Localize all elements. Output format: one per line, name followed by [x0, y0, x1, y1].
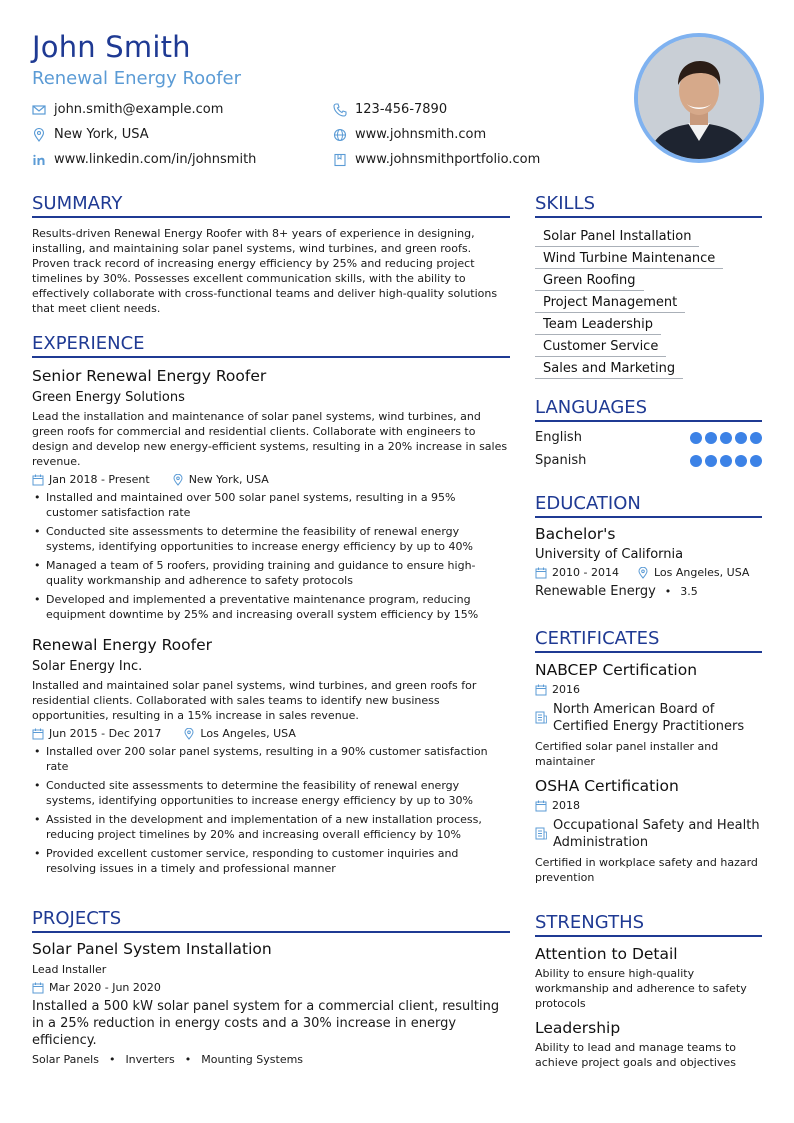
calendar-icon	[535, 567, 547, 579]
contact-email[interactable]: john.smith@example.com	[32, 102, 223, 117]
skills-list	[535, 225, 762, 379]
job-bullets	[32, 490, 510, 622]
profile-photo	[634, 33, 764, 163]
summary-heading: SUMMARY	[32, 193, 510, 218]
level-dot	[690, 432, 702, 444]
calendar-icon	[32, 982, 44, 994]
level-dot	[750, 432, 762, 444]
contact-website[interactable]: www.johnsmith.com	[333, 127, 486, 142]
job-title: Renewal Energy Roofer	[32, 636, 212, 654]
skill-item: Project Management	[535, 293, 685, 313]
skill-item: Sales and Marketing	[535, 359, 683, 379]
education-field: Renewable Energy	[535, 584, 656, 599]
email-icon	[32, 103, 46, 117]
strength-description: Ability to lead and manage teams to achieve project goals and objectives	[535, 1041, 736, 1069]
tag-separator: •	[108, 1053, 116, 1066]
strengths-section	[535, 912, 762, 1070]
languages-heading: LANGUAGES	[535, 397, 762, 422]
level-dot	[735, 432, 747, 444]
education-dates: 2010 - 2014	[552, 566, 619, 579]
bullet-item: • Assisted in the development and implementation of a new installation process, reducing project timelines by 20% and increasing overall efficiency by 10%	[46, 812, 510, 842]
strength-entry	[535, 945, 762, 1011]
project-description: Installed a 500 kW solar panel system for a commercial client, resulting in a 25% reduction in energy costs and a 30% increase in energy efficiency.	[32, 999, 500, 1048]
level-dot	[720, 455, 732, 467]
tag-separator: •	[184, 1053, 192, 1066]
strength-entry	[535, 1019, 762, 1070]
certificate-year-row	[535, 799, 762, 812]
languages-section	[535, 397, 762, 468]
certificate-issuer: Occupational Safety and Health Administration	[553, 818, 760, 850]
job-location: Los Angeles, USA	[200, 727, 296, 740]
bullet-item: • Developed and implemented a preventative maintenance program, reducing equipment downtime by 25% and increasing overall system efficiency by 15%	[46, 592, 510, 622]
job-company: Green Energy Solutions	[32, 390, 185, 405]
contact-portfolio[interactable]: www.johnsmithportfolio.com	[333, 152, 540, 167]
project-tag: Mounting Systems	[201, 1053, 304, 1066]
language-level-dots	[690, 455, 762, 467]
contact-linkedin[interactable]: www.linkedin.com/in/johnsmith	[32, 152, 256, 167]
education-heading: EDUCATION	[535, 493, 762, 518]
institution-icon	[535, 827, 547, 841]
skill-item: Customer Service	[535, 337, 666, 357]
bullet-item: • Provided excellent customer service, responding to customer inquiries and resolving issues in a timely and professional manner	[46, 846, 510, 876]
strength-name: Leadership	[535, 1019, 621, 1037]
experience-section	[32, 333, 510, 880]
institution-icon	[535, 711, 547, 725]
strengths-heading: STRENGTHS	[535, 912, 762, 937]
candidate-name: John Smith	[32, 30, 191, 64]
language-name: English	[535, 430, 582, 445]
certificate-entry	[535, 661, 762, 769]
summary-text: Results-driven Renewal Energy Roofer with 8+ years of experience in designing, installing, and maintaining solar panel systems, wind turbines, and green roofs. Proven track record of increasing energy efficiency by 25% and reducing project timelines by 30%. Possesses excellent communication skills, with the ability to effectively collaborate with cross-functional teams and deliver high-quality solutions that meet client needs.	[32, 227, 498, 315]
project-entry	[32, 940, 510, 1066]
education-degree: Bachelor's	[535, 525, 616, 543]
bookmark-icon	[333, 153, 347, 167]
field-separator: •	[664, 585, 672, 598]
location-pin-icon	[637, 567, 649, 579]
skill-item: Wind Turbine Maintenance	[535, 249, 723, 269]
certificate-year: 2016	[552, 683, 580, 696]
skill-item: Team Leadership	[535, 315, 661, 335]
strength-name: Attention to Detail	[535, 945, 678, 963]
level-dot	[735, 455, 747, 467]
language-row	[535, 453, 762, 468]
education-section	[535, 493, 762, 599]
certificate-description: Certified in workplace safety and hazard prevention	[535, 856, 758, 884]
location-pin-icon	[172, 474, 184, 486]
level-dot	[705, 432, 717, 444]
phone-icon	[333, 103, 347, 117]
calendar-icon	[32, 728, 44, 740]
education-gpa: 3.5	[680, 585, 698, 598]
job-description: Lead the installation and maintenance of solar panel systems, wind turbines, and green roofs for commercial and residential clients. Collaborate with engineers to design and develop new energy-efficient systems, resulting in a 20% increase in sales revenue.	[32, 410, 508, 468]
job-entry	[32, 636, 510, 876]
job-description: Installed and maintained solar panel systems, wind turbines, and green roofs for residential clients. Collaborated with sales teams to identify new business opportunities, resulting in a 15% increase in sales revenue.	[32, 679, 477, 722]
certificate-entry	[535, 777, 762, 885]
certificate-issuer-row	[535, 701, 762, 735]
project-meta	[32, 981, 510, 994]
job-location: New York, USA	[188, 473, 269, 486]
project-role: Lead Installer	[32, 963, 107, 976]
job-meta	[32, 473, 510, 486]
education-field-row	[535, 584, 762, 599]
job-bullets	[32, 744, 510, 876]
skills-section	[535, 193, 762, 379]
project-dates: Mar 2020 - Jun 2020	[49, 981, 161, 994]
level-dot	[720, 432, 732, 444]
bullet-item: • Installed and maintained over 500 solar panel systems, resulting in a 95% customer satisfaction rate	[46, 490, 510, 520]
job-dates: Jan 2018 - Present	[49, 473, 150, 486]
skill-item: Solar Panel Installation	[535, 227, 699, 247]
certificates-section	[535, 628, 762, 885]
project-tags	[32, 1053, 510, 1066]
strength-description: Ability to ensure high-quality workmanship and adherence to safety protocols	[535, 967, 747, 1010]
bullet-item: • Conducted site assessments to determine the feasibility of renewal energy systems, identifying opportunities to increase energy efficiency by up to 40%	[46, 524, 510, 554]
language-row	[535, 430, 762, 445]
level-dot	[750, 455, 762, 467]
location-pin-icon	[32, 128, 46, 142]
contact-phone[interactable]: 123-456-7890	[333, 102, 447, 117]
bullet-item: • Conducted site assessments to determine the feasibility of renewal energy systems, identifying opportunities to increase energy efficiency by up to 30%	[46, 778, 510, 808]
calendar-icon	[32, 474, 44, 486]
bullet-item: • Installed over 200 solar panel systems, resulting in a 90% customer satisfaction rate	[46, 744, 510, 774]
calendar-icon	[535, 800, 547, 812]
certificate-name: NABCEP Certification	[535, 661, 698, 679]
bullet-item: • Managed a team of 5 roofers, providing training and guidance to ensure high-quality workmanship and adherence to safety protocols	[46, 558, 510, 588]
linkedin-icon	[32, 153, 46, 167]
project-tag: Inverters	[125, 1053, 175, 1066]
project-tag: Solar Panels	[32, 1053, 99, 1066]
level-dot	[690, 455, 702, 467]
certificate-description: Certified solar panel installer and maintainer	[535, 740, 719, 768]
projects-heading: PROJECTS	[32, 908, 510, 933]
globe-icon	[333, 128, 347, 142]
certificate-name: OSHA Certification	[535, 777, 679, 795]
job-meta	[32, 727, 510, 740]
project-title: Solar Panel System Installation	[32, 940, 272, 958]
certificates-heading: CERTIFICATES	[535, 628, 762, 653]
certificate-year-row	[535, 683, 762, 696]
job-dates: Jun 2015 - Dec 2017	[49, 727, 162, 740]
education-location: Los Angeles, USA	[653, 566, 750, 579]
language-level-dots	[690, 432, 762, 444]
location-pin-icon	[183, 728, 195, 740]
skill-item: Green Roofing	[535, 271, 644, 291]
level-dot	[705, 455, 717, 467]
candidate-role: Renewal Energy Roofer	[32, 68, 242, 89]
job-company: Solar Energy Inc.	[32, 659, 143, 674]
job-entry	[32, 367, 510, 622]
portrait-image	[638, 37, 760, 159]
summary-section	[32, 193, 510, 316]
education-school: University of California	[535, 547, 684, 562]
calendar-icon	[535, 684, 547, 696]
experience-heading: EXPERIENCE	[32, 333, 510, 358]
language-name: Spanish	[535, 453, 587, 468]
projects-section	[32, 908, 510, 1066]
certificate-year: 2018	[552, 799, 580, 812]
contact-location: New York, USA	[32, 127, 149, 142]
skills-heading: SKILLS	[535, 193, 762, 218]
education-meta	[535, 566, 762, 579]
job-title: Senior Renewal Energy Roofer	[32, 367, 267, 385]
certificate-issuer-row	[535, 817, 762, 851]
certificate-issuer: North American Board of Certified Energy Practitioners	[553, 702, 745, 734]
